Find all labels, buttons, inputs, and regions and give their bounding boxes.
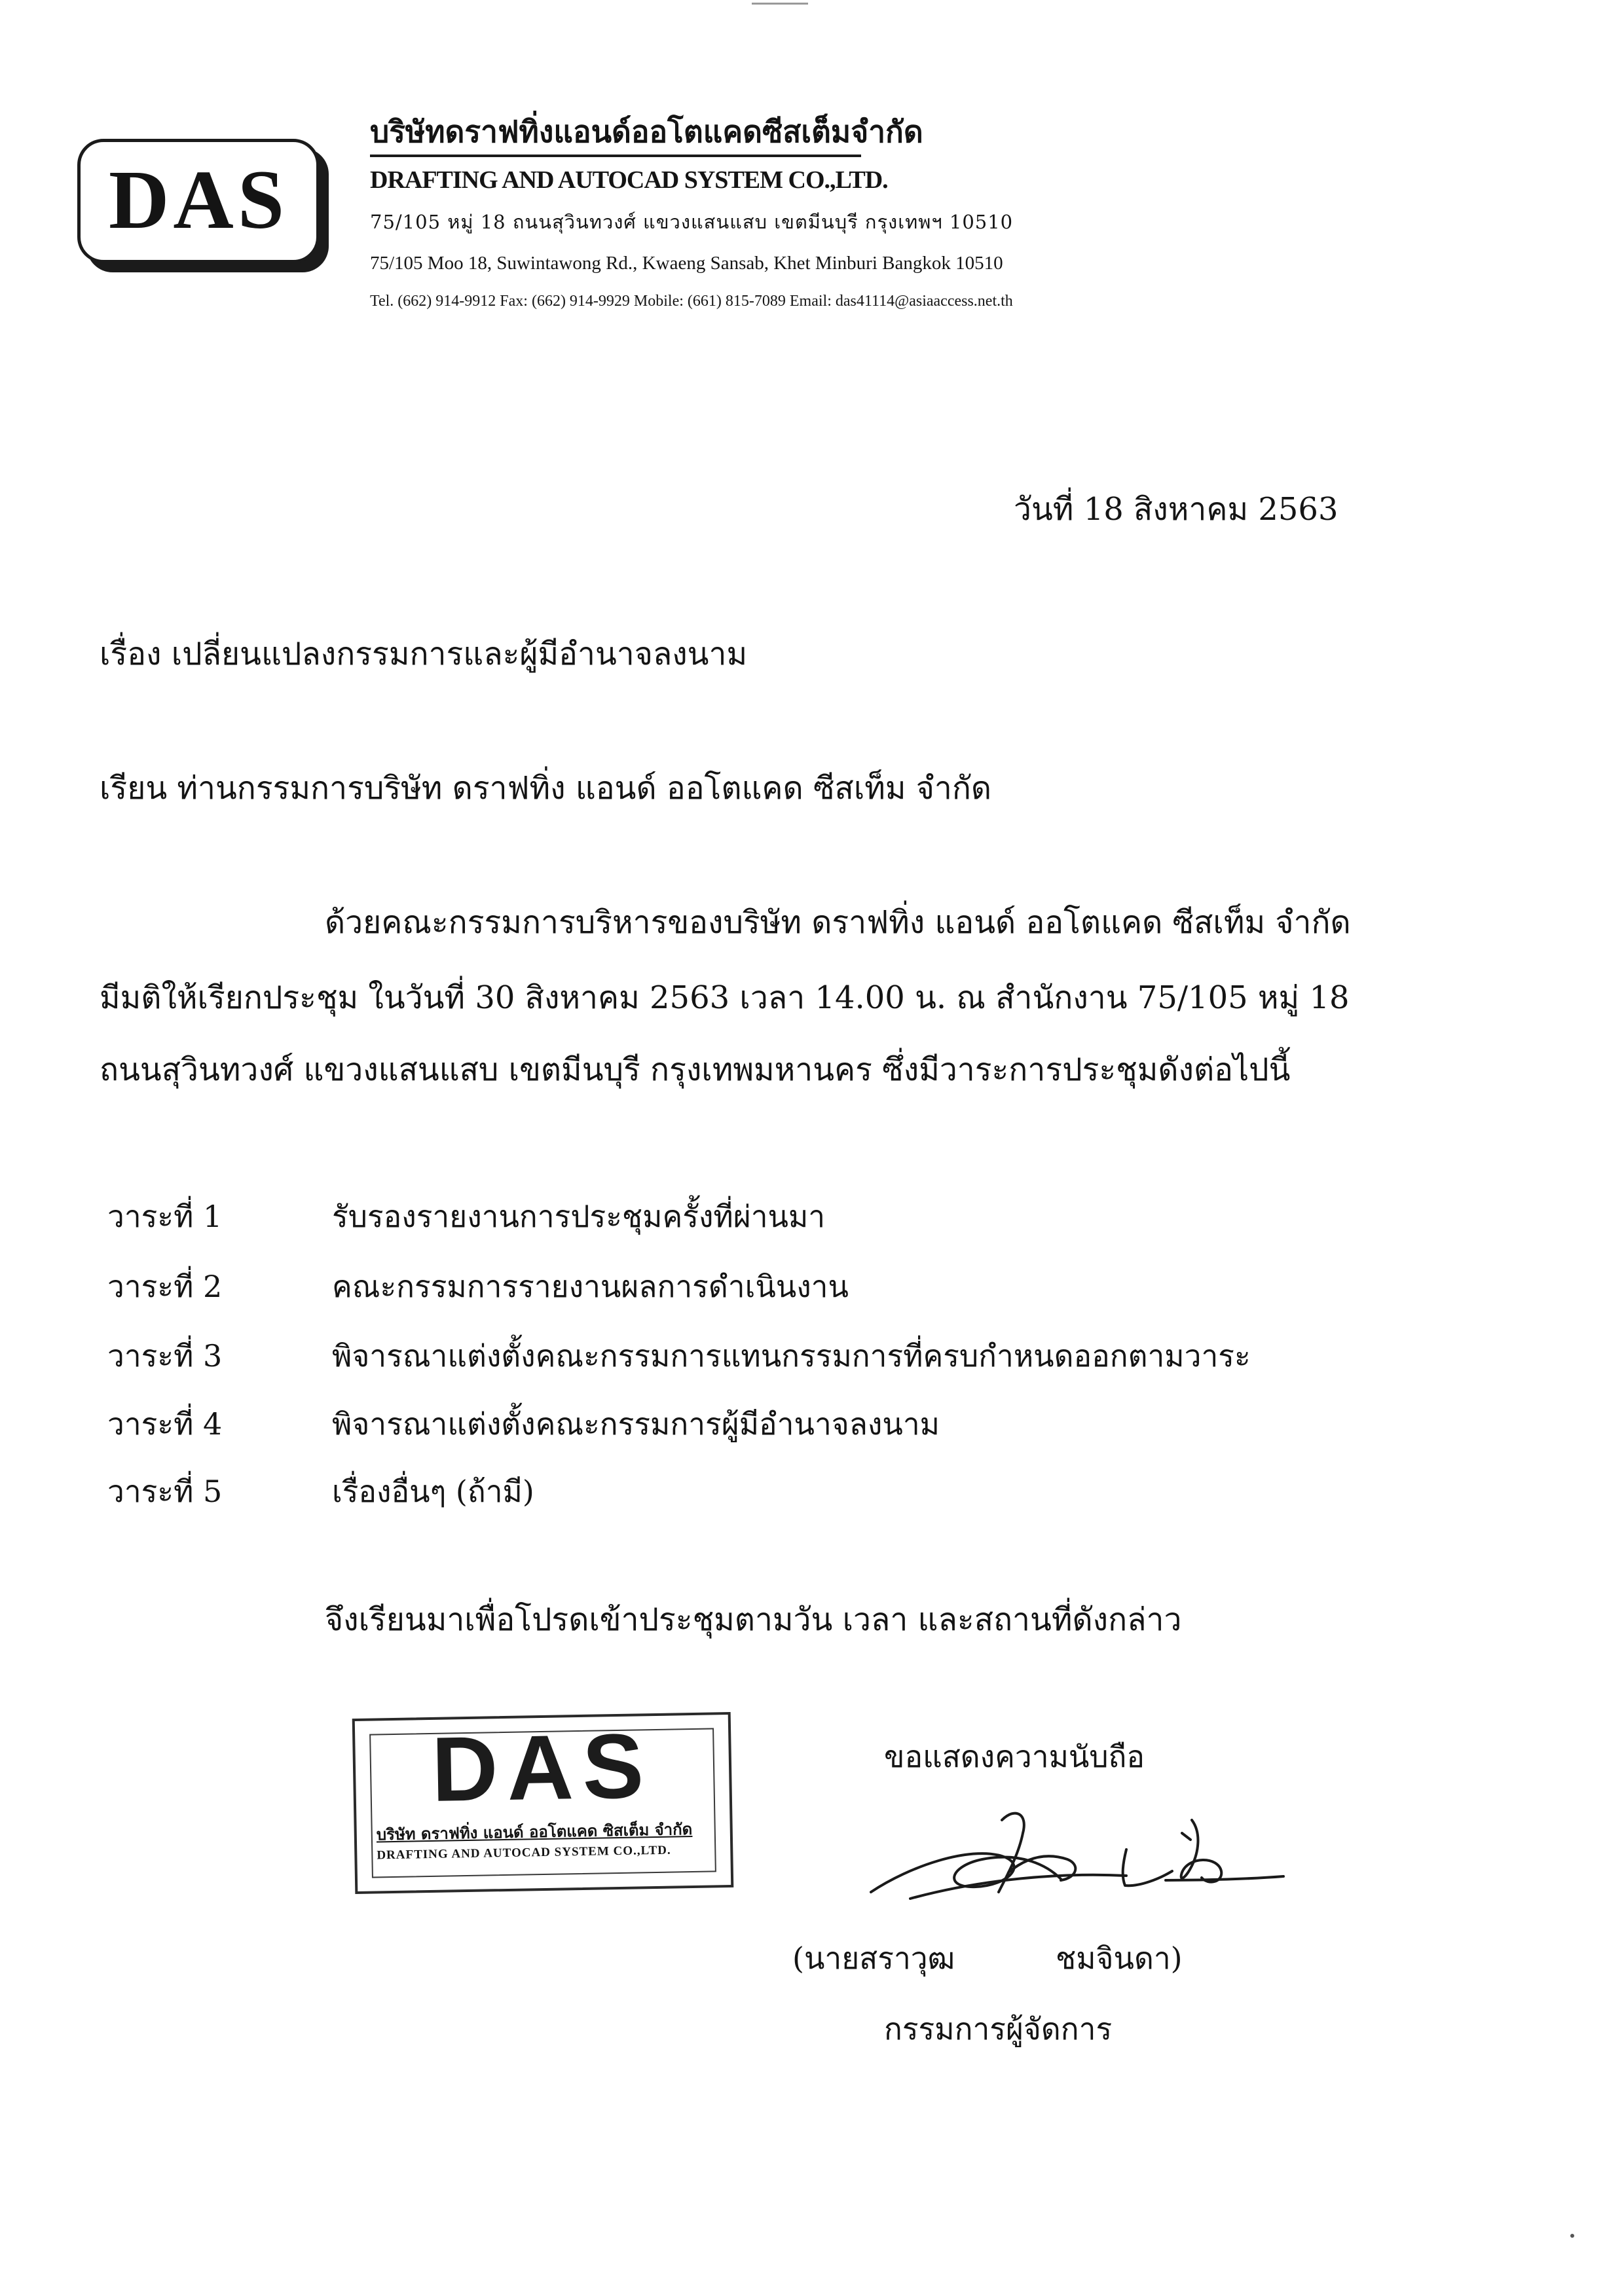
contact-info: Tel. (662) 914-9912 Fax: (662) 914-9929 Mobile: (661) 815-7089 Email: das41114@asiaaccess.net.th xyxy=(370,293,1013,310)
logo-text: DAS xyxy=(108,153,289,246)
agenda-number: วาระที่ 1 xyxy=(107,1199,223,1234)
stamp-company-english: DRAFTING AND AUTOCAD SYSTEM CO.,LTD. xyxy=(377,1843,671,1863)
agenda-text: พิจารณาแต่งตั้งคณะกรรมการผู้มีอำนาจลงนาม xyxy=(332,1406,940,1442)
agenda-text: รับรองรายงานการประชุมครั้งที่ผ่านมา xyxy=(332,1199,826,1234)
signatory-name-last: ชมจินดา) xyxy=(1056,1941,1183,1976)
signatory-name-first: (นายสราวุฒ xyxy=(792,1941,955,1976)
scan-speck xyxy=(1570,2234,1574,2238)
stamp-company-thai: บริษัท ดราฟทิ่ง แอนด์ ออโตแคด ซิสเต็ม จำกัด xyxy=(376,1819,693,1844)
letter-subject: เรื่อง เปลี่ยนแปลงกรรมการและผู้มีอำนาจลงนาม xyxy=(100,636,748,672)
agenda-item xyxy=(107,1271,1352,1311)
address-english: 75/105 Moo 18, Suwintawong Rd., Kwaeng Sansab, Khet Minburi Bangkok 10510 xyxy=(370,253,1003,274)
letter-salutation: เรียน ท่านกรรมการบริษัท ดราฟทิ่ง แอนด์ ออโตแคด ซีสเท็ม จำกัด xyxy=(100,770,992,807)
agenda-number: วาระที่ 3 xyxy=(107,1338,223,1374)
company-logo xyxy=(77,139,320,263)
agenda-item xyxy=(107,1476,1352,1516)
company-stamp xyxy=(352,1712,734,1894)
body-line-1: ด้วยคณะกรรมการบริหารของบริษัท ดราฟทิ่ง แอนด์ ออโตแคด ซีสเท็ม จำกัด xyxy=(325,904,1351,941)
company-name-english: DRAFTING AND AUTOCAD SYSTEM CO.,LTD. xyxy=(370,166,888,194)
body-line-3: ถนนสุวินทวงศ์ แขวงแสนแสบ เขตมีนบุรี กรุงเทพมหานคร ซึ่งมีวาระการประชุมดังต่อไปนี้ xyxy=(100,1051,1291,1088)
agenda-text: พิจารณาแต่งตั้งคณะกรรมการแทนกรรมการที่ครบกำหนดออกตามวาระ xyxy=(332,1338,1251,1374)
company-name-thai: บริษัทดราฟทิ่งแอนด์ออโตแคดซีสเต็มจำกัด xyxy=(370,114,923,149)
handwritten-signature xyxy=(851,1794,1297,1918)
letter-date: วันที่ 18 สิงหาคม 2563 xyxy=(1014,491,1338,528)
agenda-number: วาระที่ 4 xyxy=(107,1406,223,1442)
closing-sentence: จึงเรียนมาเพื่อโปรดเข้าประชุมตามวัน เวลา และสถานที่ดังกล่าว xyxy=(325,1601,1182,1638)
agenda-text: เรื่องอื่นๆ (ถ้ามี) xyxy=(332,1474,534,1509)
stamp-logo-text: DAS xyxy=(430,1714,654,1821)
regards: ขอแสดงความนับถือ xyxy=(884,1739,1145,1774)
agenda-number: วาระที่ 2 xyxy=(107,1269,223,1304)
agenda-item xyxy=(107,1338,1352,1380)
body-line-2: มีมติให้เรียกประชุม ในวันที่ 30 สิงหาคม 2563 เวลา 14.00 น. ณ สำนักงาน 75/105 หมู่ 18 xyxy=(100,979,1350,1016)
agenda-item xyxy=(107,1406,1352,1448)
agenda-text: คณะกรรมการรายงานผลการดำเนินงาน xyxy=(332,1269,849,1304)
agenda-item xyxy=(107,1201,1352,1241)
letterhead-rule xyxy=(370,155,861,157)
agenda-number: วาระที่ 5 xyxy=(107,1474,223,1509)
signatory-title: กรรมการผู้จัดการ xyxy=(884,2011,1113,2047)
address-thai: 75/105 หมู่ 18 ถนนสุวินทวงศ์ แขวงแสนแสบ เขตมีนบุรี กรุงเทพฯ 10510 xyxy=(370,211,1014,233)
scan-mark xyxy=(752,3,808,5)
